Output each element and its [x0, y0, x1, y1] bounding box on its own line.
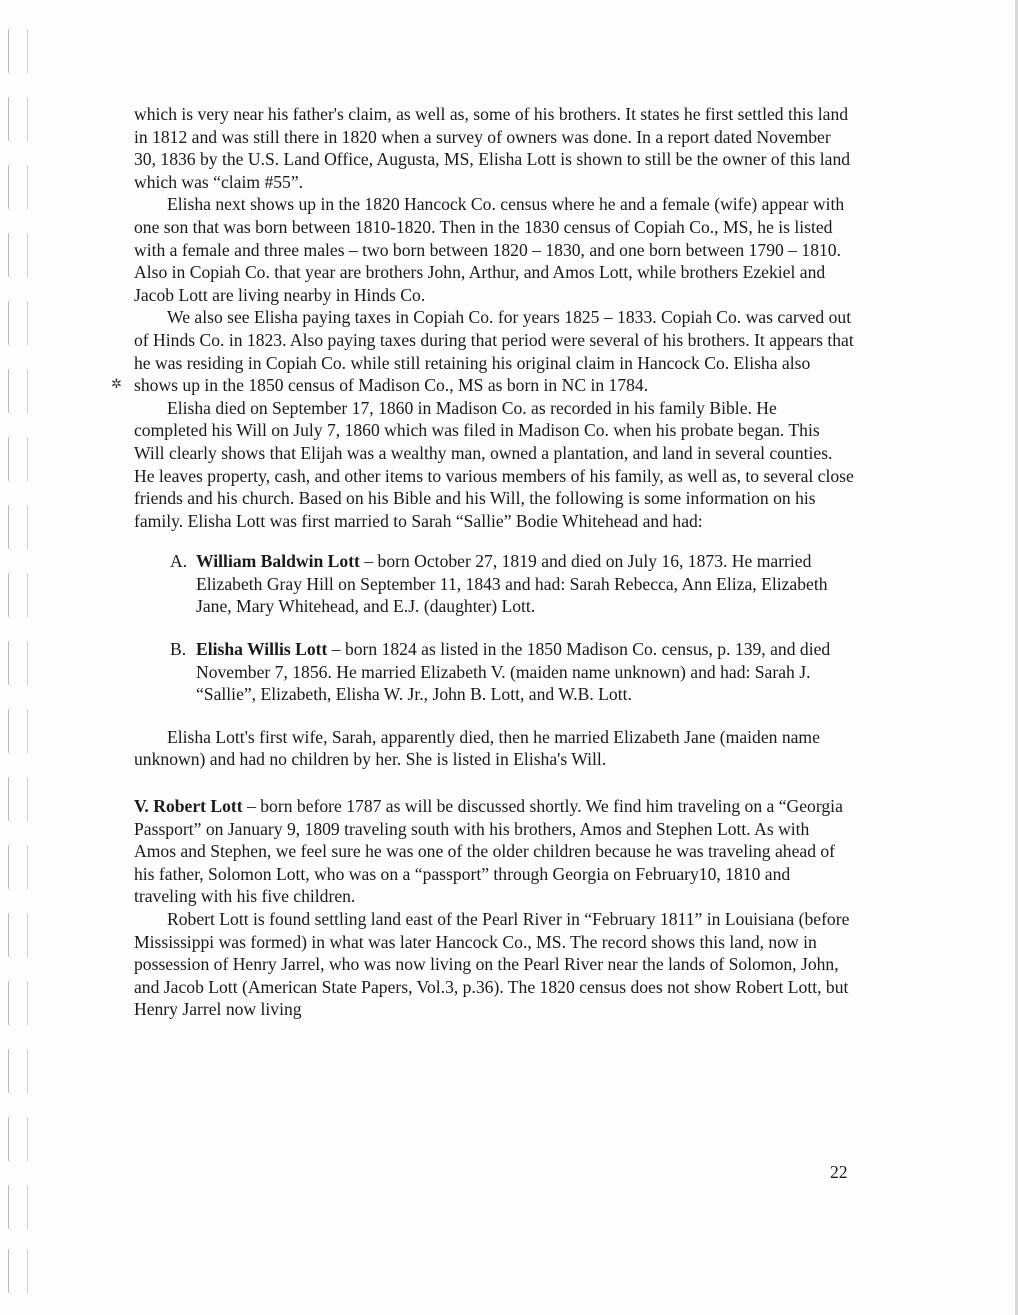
- page-number: 22: [830, 1162, 848, 1182]
- binder-hole: [8, 844, 28, 890]
- binder-hole: [8, 1248, 28, 1294]
- binder-hole: [8, 708, 28, 754]
- list-item-name: William Baldwin Lott: [196, 551, 360, 572]
- paragraph-robert-lott-text: – born before 1787 as will be discussed shortly. We find him traveling on a “Georgia Passport” on January 9, 1809 traveling south with his brothers, Amos and Stephen Lott. As with Amos and Stephen, we feel sure he was one of the older children because he was traveling ahead of his father, Solomon Lott, who was on a “passport” through Georgia on February10, 1810 and traveling with his five children.: [134, 796, 843, 907]
- list-item-name: Elisha Willis Lott: [196, 639, 328, 660]
- binder-holes: [8, 28, 30, 1298]
- binder-hole: [8, 572, 28, 618]
- list-item: [170, 638, 854, 706]
- binder-hole: [8, 776, 28, 822]
- list-item-body: [196, 550, 854, 618]
- paragraph-pearl-river: Robert Lott is found settling land east of the Pearl River in “February 1811” in Louisiana (before Mississippi was formed) in what was later Hancock Co., MS. The record shows this land, now in possession of Henry Jarrel, who was now living on the Pearl River near the lands of Solomon, John, and Jacob Lott (American State Papers, Vol.3, p.36). The 1820 census does not show Robert Lott, but Henry Jarrel now living: [134, 909, 850, 1020]
- binder-hole: [8, 300, 28, 346]
- binder-hole: [8, 912, 28, 958]
- list-item-body: [196, 638, 854, 706]
- list-item-text: – born 1824 as listed in the 1850 Madison Co. census, p. 139, and died November 7, 1856. He married Elizabeth V. (maiden name unknown) and had: Sarah J. “Sallie”, Elizabeth, Elisha W. Jr., John B. Lott, and W.B. Lott.: [196, 639, 831, 705]
- list-item-letter: A.: [170, 551, 188, 572]
- list-item-letter: B.: [170, 639, 187, 660]
- binder-hole: [8, 640, 28, 686]
- paragraph-census: Elisha next shows up in the 1820 Hancock Co. census where he and a female (wife) appear with one son that was born between 1810-1820. Then in the 1830 census of Copiah Co., MS, he is listed with a female and three males – two born between 1820 – 1830, and one born between 1790 – 1810. Also in Copiah Co. that year are brothers John, Arthur, and Amos Lott, while brothers Ezekiel and Jacob Lott are living nearby in Hinds Co.: [134, 194, 845, 305]
- section-heading: V. Robert Lott: [134, 796, 243, 817]
- paragraph-taxes: We also see Elisha paying taxes in Copiah Co. for years 1825 – 1833. Copiah Co. was carved out of Hinds Co. in 1823. Also paying taxes during that period were several of his brothers. It appears that he was residing in Copiah Co. while still retaining his original claim in Hancock Co. Elisha also shows up in the 1850 census of Madison Co., MS as born in NC in 1784.: [134, 307, 854, 396]
- binder-hole: [8, 96, 28, 142]
- binder-hole: [8, 232, 28, 278]
- binder-hole: [8, 436, 28, 482]
- list-item: [170, 550, 854, 618]
- paragraph-will: Elisha died on September 17, 1860 in Madison Co. as recorded in his family Bible. He completed his Will on July 7, 1860 which was filed in Madison Co. when his probate began. This Will clearly shows that Elijah was a wealthy man, owned a plantation, and land in several counties. He leaves property, cash, and other items to various members of his family, as well as, to several close friends and his church. Based on his Bible and his Will, the following is some information on his family. Elisha Lott was first married to Sarah “Sallie” Bodie Whitehead and had:: [134, 397, 854, 531]
- paragraph-robert-lott: [134, 795, 854, 908]
- binder-hole: [8, 368, 28, 414]
- binder-hole: [8, 980, 28, 1026]
- paragraph-claim: which is very near his father's claim, as well as, some of his brothers. It states he first settled this land in 1812 and was still there in 1820 when a survey of owners was done. In a report dated November 30, 1836 by the U.S. Land Office, Augusta, MS, Elisha Lott is shown to still be the owner of this land which was “claim #55”.: [134, 104, 851, 192]
- binder-hole: [8, 1116, 28, 1162]
- children-list: [134, 550, 854, 706]
- margin-asterisk-mark: ✲: [111, 376, 122, 391]
- body-text: [134, 103, 854, 1021]
- binder-hole: [8, 1048, 28, 1094]
- list-item-text: – born October 27, 1819 and died on July 16, 1873. He married Elizabeth Gray Hill on September 11, 1843 and had: Sarah Rebecca, Ann Eliza, Elizabeth Jane, Mary Whitehead, and E.J. (daughter) Lott.: [196, 551, 828, 617]
- binder-hole: [8, 504, 28, 550]
- binder-hole: [8, 28, 28, 74]
- paragraph-first-wife: Elisha Lott's first wife, Sarah, apparently died, then he married Elizabeth Jane (maiden name unknown) and had no children by her. She is listed in Elisha's Will.: [134, 726, 820, 770]
- binder-hole: [8, 164, 28, 210]
- binder-hole: [8, 1184, 28, 1230]
